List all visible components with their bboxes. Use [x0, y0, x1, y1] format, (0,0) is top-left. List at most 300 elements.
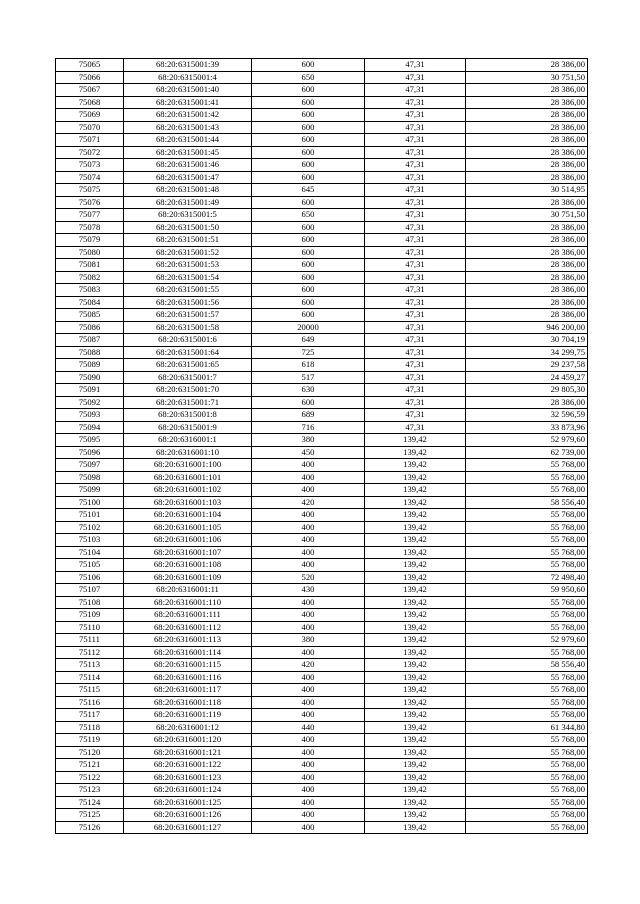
area-cell: 618 [252, 359, 365, 372]
table-row [56, 509, 588, 522]
table-row [56, 546, 588, 559]
area-cell: 600 [252, 234, 365, 247]
rate-cell: 139,42 [365, 434, 466, 447]
area-cell: 600 [252, 159, 365, 172]
row-number-cell: 75126 [56, 821, 124, 834]
table-row [56, 96, 588, 109]
area-cell: 400 [252, 621, 365, 634]
cadastral-number-cell: 68:20:6315001:42 [124, 109, 252, 122]
rate-cell: 47,31 [365, 221, 466, 234]
row-number-cell: 75071 [56, 134, 124, 147]
table-row [56, 159, 588, 172]
value-cell: 55 768,00 [466, 471, 588, 484]
value-cell: 55 768,00 [466, 509, 588, 522]
rate-cell: 47,31 [365, 59, 466, 72]
table-row [56, 396, 588, 409]
cadastral-number-cell: 68:20:6316001:102 [124, 484, 252, 497]
value-cell: 28 386,00 [466, 221, 588, 234]
area-cell: 600 [252, 221, 365, 234]
value-cell: 30 514,95 [466, 184, 588, 197]
cadastral-number-cell: 68:20:6315001:54 [124, 271, 252, 284]
rate-cell: 47,31 [365, 371, 466, 384]
value-cell: 55 768,00 [466, 696, 588, 709]
cadastral-number-cell: 68:20:6315001:47 [124, 171, 252, 184]
row-number-cell: 75086 [56, 321, 124, 334]
rate-cell: 139,42 [365, 621, 466, 634]
row-number-cell: 75081 [56, 259, 124, 272]
area-cell: 600 [252, 134, 365, 147]
rate-cell: 139,42 [365, 746, 466, 759]
table-row [56, 321, 588, 334]
cadastral-number-cell: 68:20:6315001:5 [124, 209, 252, 222]
row-number-cell: 75094 [56, 421, 124, 434]
cadastral-number-cell: 68:20:6315001:65 [124, 359, 252, 372]
cadastral-number-cell: 68:20:6315001:55 [124, 284, 252, 297]
row-number-cell: 75095 [56, 434, 124, 447]
area-cell: 420 [252, 496, 365, 509]
value-cell: 55 768,00 [466, 546, 588, 559]
table-row [56, 621, 588, 634]
rate-cell: 47,31 [365, 309, 466, 322]
row-number-cell: 75098 [56, 471, 124, 484]
cadastral-number-cell: 68:20:6316001:119 [124, 709, 252, 722]
cadastral-number-cell: 68:20:6316001:10 [124, 446, 252, 459]
row-number-cell: 75103 [56, 534, 124, 547]
rate-cell: 47,31 [365, 246, 466, 259]
cadastral-number-cell: 68:20:6315001:9 [124, 421, 252, 434]
row-number-cell: 75115 [56, 684, 124, 697]
row-number-cell: 75122 [56, 771, 124, 784]
area-cell: 400 [252, 671, 365, 684]
area-cell: 600 [252, 246, 365, 259]
table-row [56, 671, 588, 684]
cadastral-number-cell: 68:20:6315001:39 [124, 59, 252, 72]
area-cell: 400 [252, 509, 365, 522]
row-number-cell: 75070 [56, 121, 124, 134]
row-number-cell: 75092 [56, 396, 124, 409]
value-cell: 30 704,19 [466, 334, 588, 347]
row-number-cell: 75124 [56, 796, 124, 809]
row-number-cell: 75084 [56, 296, 124, 309]
rate-cell: 139,42 [365, 559, 466, 572]
area-cell: 380 [252, 634, 365, 647]
value-cell: 55 768,00 [466, 609, 588, 622]
table-row [56, 721, 588, 734]
area-cell: 600 [252, 309, 365, 322]
cadastral-number-cell: 68:20:6316001:125 [124, 796, 252, 809]
rate-cell: 47,31 [365, 384, 466, 397]
row-number-cell: 75100 [56, 496, 124, 509]
cadastral-number-cell: 68:20:6315001:53 [124, 259, 252, 272]
table-row [56, 746, 588, 759]
table-row [56, 171, 588, 184]
cadastral-number-cell: 68:20:6315001:6 [124, 334, 252, 347]
cadastral-number-cell: 68:20:6316001:116 [124, 671, 252, 684]
rate-cell: 47,31 [365, 321, 466, 334]
table-row [56, 409, 588, 422]
cadastral-number-cell: 68:20:6315001:41 [124, 96, 252, 109]
area-cell: 400 [252, 796, 365, 809]
row-number-cell: 75074 [56, 171, 124, 184]
area-cell: 600 [252, 84, 365, 97]
value-cell: 55 768,00 [466, 709, 588, 722]
rate-cell: 47,31 [365, 96, 466, 109]
rate-cell: 139,42 [365, 596, 466, 609]
cadastral-number-cell: 68:20:6316001:114 [124, 646, 252, 659]
area-cell: 400 [252, 696, 365, 709]
cadastral-number-cell: 68:20:6316001:100 [124, 459, 252, 472]
rate-cell: 139,42 [365, 521, 466, 534]
value-cell: 29 237,58 [466, 359, 588, 372]
rate-cell: 47,31 [365, 196, 466, 209]
rate-cell: 139,42 [365, 759, 466, 772]
table-row [56, 809, 588, 822]
value-cell: 28 386,00 [466, 171, 588, 184]
value-cell: 946 200,00 [466, 321, 588, 334]
rate-cell: 139,42 [365, 734, 466, 747]
value-cell: 28 386,00 [466, 196, 588, 209]
area-cell: 716 [252, 421, 365, 434]
cadastral-number-cell: 68:20:6316001:120 [124, 734, 252, 747]
table-row [56, 309, 588, 322]
row-number-cell: 75091 [56, 384, 124, 397]
row-number-cell: 75123 [56, 784, 124, 797]
rate-cell: 47,31 [365, 209, 466, 222]
table-row [56, 384, 588, 397]
cadastral-number-cell: 68:20:6316001:126 [124, 809, 252, 822]
table-row [56, 434, 588, 447]
cadastral-number-cell: 68:20:6316001:104 [124, 509, 252, 522]
row-number-cell: 75096 [56, 446, 124, 459]
table-row [56, 59, 588, 72]
area-cell: 400 [252, 646, 365, 659]
rate-cell: 139,42 [365, 484, 466, 497]
table-row [56, 234, 588, 247]
rate-cell: 47,31 [365, 134, 466, 147]
area-cell: 400 [252, 709, 365, 722]
rate-cell: 47,31 [365, 346, 466, 359]
rate-cell: 139,42 [365, 721, 466, 734]
area-cell: 689 [252, 409, 365, 422]
cadastral-number-cell: 68:20:6316001:106 [124, 534, 252, 547]
row-number-cell: 75118 [56, 721, 124, 734]
rate-cell: 139,42 [365, 659, 466, 672]
cadastral-number-cell: 68:20:6315001:48 [124, 184, 252, 197]
area-cell: 600 [252, 96, 365, 109]
rate-cell: 47,31 [365, 84, 466, 97]
area-cell: 400 [252, 759, 365, 772]
row-number-cell: 75102 [56, 521, 124, 534]
value-cell: 28 386,00 [466, 121, 588, 134]
cadastral-number-cell: 68:20:6315001:49 [124, 196, 252, 209]
table-row [56, 121, 588, 134]
cadastral-number-cell: 68:20:6315001:58 [124, 321, 252, 334]
area-cell: 600 [252, 296, 365, 309]
cadastral-number-cell: 68:20:6316001:111 [124, 609, 252, 622]
row-number-cell: 75078 [56, 221, 124, 234]
cadastral-number-cell: 68:20:6315001:70 [124, 384, 252, 397]
row-number-cell: 75110 [56, 621, 124, 634]
cadastral-number-cell: 68:20:6315001:56 [124, 296, 252, 309]
area-cell: 420 [252, 659, 365, 672]
table-row [56, 659, 588, 672]
table-row [56, 709, 588, 722]
rate-cell: 47,31 [365, 421, 466, 434]
cadastral-number-cell: 68:20:6316001:118 [124, 696, 252, 709]
cadastral-number-cell: 68:20:6315001:45 [124, 146, 252, 159]
row-number-cell: 75117 [56, 709, 124, 722]
value-cell: 55 768,00 [466, 459, 588, 472]
cadastral-number-cell: 68:20:6315001:46 [124, 159, 252, 172]
row-number-cell: 75068 [56, 96, 124, 109]
area-cell: 20000 [252, 321, 365, 334]
row-number-cell: 75085 [56, 309, 124, 322]
area-cell: 600 [252, 284, 365, 297]
rate-cell: 139,42 [365, 646, 466, 659]
value-cell: 28 386,00 [466, 146, 588, 159]
table-row [56, 796, 588, 809]
table-row [56, 571, 588, 584]
table-row [56, 471, 588, 484]
value-cell: 30 751,50 [466, 71, 588, 84]
value-cell: 28 386,00 [466, 246, 588, 259]
row-number-cell: 75114 [56, 671, 124, 684]
area-cell: 650 [252, 71, 365, 84]
value-cell: 61 344,80 [466, 721, 588, 734]
value-cell: 24 459,27 [466, 371, 588, 384]
area-cell: 400 [252, 534, 365, 547]
area-cell: 400 [252, 609, 365, 622]
row-number-cell: 75105 [56, 559, 124, 572]
row-number-cell: 75099 [56, 484, 124, 497]
cadastral-number-cell: 68:20:6315001:4 [124, 71, 252, 84]
value-cell: 72 498,40 [466, 571, 588, 584]
area-cell: 400 [252, 821, 365, 834]
row-number-cell: 75107 [56, 584, 124, 597]
row-number-cell: 75120 [56, 746, 124, 759]
cadastral-number-cell: 68:20:6315001:8 [124, 409, 252, 422]
cadastral-number-cell: 68:20:6316001:117 [124, 684, 252, 697]
area-cell: 520 [252, 571, 365, 584]
row-number-cell: 75082 [56, 271, 124, 284]
rate-cell: 139,42 [365, 671, 466, 684]
rate-cell: 139,42 [365, 509, 466, 522]
area-cell: 630 [252, 384, 365, 397]
value-cell: 29 805,30 [466, 384, 588, 397]
table-row [56, 221, 588, 234]
value-cell: 55 768,00 [466, 559, 588, 572]
value-cell: 33 873,96 [466, 421, 588, 434]
rate-cell: 139,42 [365, 696, 466, 709]
value-cell: 55 768,00 [466, 821, 588, 834]
table-row [56, 246, 588, 259]
row-number-cell: 75111 [56, 634, 124, 647]
table-row [56, 71, 588, 84]
rate-cell: 47,31 [365, 171, 466, 184]
rate-cell: 139,42 [365, 796, 466, 809]
rate-cell: 139,42 [365, 546, 466, 559]
cadastral-number-cell: 68:20:6316001:127 [124, 821, 252, 834]
value-cell: 58 556,40 [466, 659, 588, 672]
rate-cell: 139,42 [365, 471, 466, 484]
table-row [56, 271, 588, 284]
area-cell: 400 [252, 484, 365, 497]
row-number-cell: 75121 [56, 759, 124, 772]
row-number-cell: 75108 [56, 596, 124, 609]
cadastral-number-cell: 68:20:6315001:43 [124, 121, 252, 134]
value-cell: 28 386,00 [466, 134, 588, 147]
cadastral-number-cell: 68:20:6315001:51 [124, 234, 252, 247]
table-row [56, 784, 588, 797]
row-number-cell: 75069 [56, 109, 124, 122]
table-row [56, 371, 588, 384]
row-number-cell: 75065 [56, 59, 124, 72]
rate-cell: 47,31 [365, 396, 466, 409]
row-number-cell: 75113 [56, 659, 124, 672]
value-cell: 28 386,00 [466, 234, 588, 247]
area-cell: 400 [252, 746, 365, 759]
cadastral-number-cell: 68:20:6315001:40 [124, 84, 252, 97]
value-cell: 28 386,00 [466, 284, 588, 297]
area-cell: 725 [252, 346, 365, 359]
area-cell: 645 [252, 184, 365, 197]
cadastral-number-cell: 68:20:6316001:112 [124, 621, 252, 634]
row-number-cell: 75093 [56, 409, 124, 422]
rate-cell: 139,42 [365, 571, 466, 584]
row-number-cell: 75090 [56, 371, 124, 384]
area-cell: 600 [252, 271, 365, 284]
table-row [56, 609, 588, 622]
value-cell: 58 556,40 [466, 496, 588, 509]
cadastral-number-cell: 68:20:6316001:122 [124, 759, 252, 772]
area-cell: 600 [252, 109, 365, 122]
row-number-cell: 75089 [56, 359, 124, 372]
cadastral-number-cell: 68:20:6316001:109 [124, 571, 252, 584]
row-number-cell: 75104 [56, 546, 124, 559]
row-number-cell: 75101 [56, 509, 124, 522]
area-cell: 600 [252, 146, 365, 159]
rate-cell: 47,31 [365, 121, 466, 134]
table-row [56, 334, 588, 347]
value-cell: 55 768,00 [466, 484, 588, 497]
table-row [56, 696, 588, 709]
value-cell: 28 386,00 [466, 259, 588, 272]
row-number-cell: 75109 [56, 609, 124, 622]
row-number-cell: 75116 [56, 696, 124, 709]
value-cell: 55 768,00 [466, 759, 588, 772]
value-cell: 55 768,00 [466, 596, 588, 609]
rate-cell: 47,31 [365, 284, 466, 297]
rate-cell: 139,42 [365, 446, 466, 459]
area-cell: 600 [252, 196, 365, 209]
row-number-cell: 75097 [56, 459, 124, 472]
rate-cell: 139,42 [365, 709, 466, 722]
area-cell: 400 [252, 546, 365, 559]
value-cell: 52 979,60 [466, 434, 588, 447]
cadastral-table [55, 58, 588, 834]
value-cell: 28 386,00 [466, 159, 588, 172]
rate-cell: 47,31 [365, 109, 466, 122]
area-cell: 400 [252, 521, 365, 534]
row-number-cell: 75112 [56, 646, 124, 659]
cadastral-number-cell: 68:20:6316001:107 [124, 546, 252, 559]
row-number-cell: 75119 [56, 734, 124, 747]
table-row [56, 421, 588, 434]
value-cell: 28 386,00 [466, 96, 588, 109]
table-row [56, 209, 588, 222]
cadastral-number-cell: 68:20:6316001:12 [124, 721, 252, 734]
value-cell: 28 386,00 [466, 271, 588, 284]
rate-cell: 47,31 [365, 409, 466, 422]
row-number-cell: 75076 [56, 196, 124, 209]
row-number-cell: 75080 [56, 246, 124, 259]
rate-cell: 139,42 [365, 459, 466, 472]
table-row [56, 196, 588, 209]
table-row [56, 296, 588, 309]
rate-cell: 47,31 [365, 146, 466, 159]
rate-cell: 139,42 [365, 771, 466, 784]
cadastral-number-cell: 68:20:6315001:44 [124, 134, 252, 147]
cadastral-number-cell: 68:20:6315001:7 [124, 371, 252, 384]
table-row [56, 534, 588, 547]
cadastral-number-cell: 68:20:6316001:101 [124, 471, 252, 484]
area-cell: 600 [252, 121, 365, 134]
table-row [56, 146, 588, 159]
table-row [56, 734, 588, 747]
row-number-cell: 75087 [56, 334, 124, 347]
table-row [56, 596, 588, 609]
value-cell: 28 386,00 [466, 309, 588, 322]
table-row [56, 359, 588, 372]
table-row [56, 459, 588, 472]
value-cell: 55 768,00 [466, 621, 588, 634]
table-row [56, 646, 588, 659]
row-number-cell: 75077 [56, 209, 124, 222]
table-row [56, 346, 588, 359]
table-row [56, 184, 588, 197]
rate-cell: 47,31 [365, 359, 466, 372]
value-cell: 28 386,00 [466, 59, 588, 72]
value-cell: 62 739,00 [466, 446, 588, 459]
cadastral-number-cell: 68:20:6316001:110 [124, 596, 252, 609]
rate-cell: 139,42 [365, 584, 466, 597]
area-cell: 450 [252, 446, 365, 459]
cadastral-number-cell: 68:20:6316001:113 [124, 634, 252, 647]
row-number-cell: 75106 [56, 571, 124, 584]
table-row [56, 496, 588, 509]
rate-cell: 47,31 [365, 234, 466, 247]
cadastral-number-cell: 68:20:6315001:57 [124, 309, 252, 322]
cadastral-number-cell: 68:20:6315001:52 [124, 246, 252, 259]
area-cell: 400 [252, 471, 365, 484]
area-cell: 400 [252, 559, 365, 572]
table-row [56, 259, 588, 272]
row-number-cell: 75067 [56, 84, 124, 97]
rate-cell: 139,42 [365, 809, 466, 822]
table-row [56, 584, 588, 597]
table-row [56, 109, 588, 122]
area-cell: 650 [252, 209, 365, 222]
rate-cell: 47,31 [365, 71, 466, 84]
cadastral-number-cell: 68:20:6316001:11 [124, 584, 252, 597]
value-cell: 55 768,00 [466, 771, 588, 784]
table-row [56, 446, 588, 459]
area-cell: 400 [252, 771, 365, 784]
row-number-cell: 75079 [56, 234, 124, 247]
table-body [56, 59, 588, 834]
table-row [56, 134, 588, 147]
value-cell: 55 768,00 [466, 646, 588, 659]
